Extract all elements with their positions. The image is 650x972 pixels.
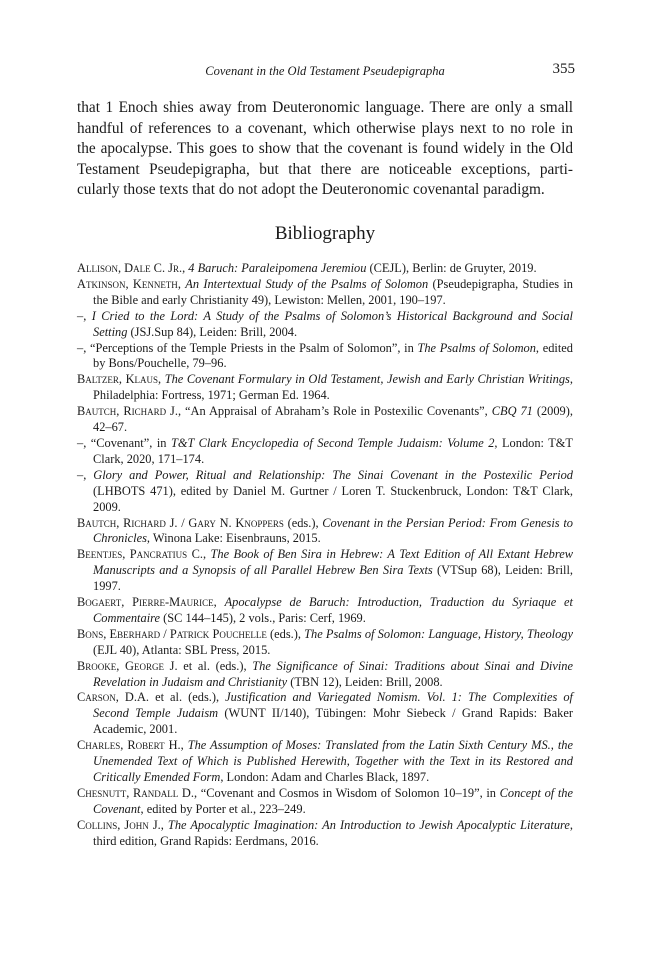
- bibliography-entry: [77, 436, 573, 468]
- entry-text: , “An Appraisal of Abraham’s Role in Postexilic Covenants”,: [177, 404, 492, 419]
- body-paragraph: [77, 98, 573, 201]
- entry-author: Allison, Dale C. Jr.: [77, 261, 183, 275]
- entry-author: Brooke, George J.: [77, 658, 178, 673]
- entry-text: (eds.),: [266, 626, 305, 641]
- entry-title: Concept of the Covenant: [93, 785, 573, 816]
- entry-title: CBQ 71: [491, 404, 533, 419]
- entry-title: The Covenant Formulary in Old Testament, Jewish and Early Christian Writings: [164, 372, 570, 387]
- entry-title: An Intertextual Study of the Psalms of Solomon: [185, 276, 429, 291]
- entry-text: /: [160, 626, 170, 641]
- entry-text: (CEJL), Berlin: de Gruyter, 2019.: [366, 261, 537, 275]
- bibliography-entry: [77, 595, 573, 627]
- bibliography-entry: [77, 738, 573, 786]
- entry-text: /: [177, 515, 189, 530]
- entry-author: Bautch, Richard J.: [77, 515, 178, 530]
- bibliography-entry: [77, 690, 573, 738]
- paragraph-line: Testament Pseudepigrapha, but that there are noticeable exceptions, parti-: [77, 160, 573, 178]
- page-number: 355: [552, 61, 575, 77]
- entry-title: Justification and Variegated Nomism. Vol. 1: The Complexities of Second Temple Judaism: [93, 690, 573, 721]
- entry-author: Beentjes, Pancratius C.: [77, 547, 203, 562]
- entry-author: Bautch, Richard J.: [77, 404, 178, 419]
- bibliography-list: [77, 261, 573, 850]
- entry-text: , third edition, Grand Rapids: Eerdmans, 2016.: [93, 817, 573, 848]
- bibliography-entry: [77, 261, 573, 277]
- entry-author: Bons, Eberhard: [77, 626, 161, 641]
- entry-text: (VTSup 68), Leiden: Brill, 1997.: [93, 563, 573, 594]
- paragraph-line: the apocalypse. This goes to show that the covenant is found widely in the Old: [77, 140, 573, 158]
- running-header: [75, 61, 575, 83]
- entry-text: (2009), 42–67.: [93, 404, 573, 435]
- entry-text: ,: [177, 276, 186, 291]
- entry-title: The Significance of Sinai: Traditions about Sinai and Divine Revelation in Judaism and Christianity: [93, 658, 573, 689]
- entry-author: Bogaert, Pierre-Maurice: [77, 595, 214, 610]
- entry-text: (LHBOTS 471), edited by Daniel M. Gurtner / Loren T. Stuckenbruck, London: T&T Clark, 2009.: [93, 483, 573, 514]
- entry-author: Chesnutt, Randall D.: [77, 785, 194, 800]
- entry-text: ,: [160, 817, 168, 832]
- entry-text: ,: [180, 738, 188, 753]
- entry-text: –, “Perceptions of the Temple Priests in the Psalm of Solomon”, in: [77, 340, 418, 355]
- entry-text: ,: [158, 372, 165, 387]
- entry-author: Baltzer, Klaus: [77, 372, 159, 387]
- entry-author: Charles, Robert H.: [77, 738, 181, 753]
- entry-author: Carson, D.A.: [77, 690, 150, 705]
- bibliography-entry: [77, 786, 573, 818]
- entry-title: The Psalms of Solomon: Language, History, Theology: [304, 626, 574, 641]
- entry-text: ,: [182, 261, 189, 275]
- entry-text: –,: [77, 308, 92, 323]
- entry-title: The Psalms of Solomon: [417, 340, 536, 355]
- bibliography-entry: [77, 309, 573, 341]
- bibliography-heading: Bibliography: [274, 223, 376, 244]
- bibliography-entry: [77, 516, 573, 548]
- entry-author: Gary N. Knoppers: [188, 515, 284, 530]
- entry-title: Apocalypse de Baruch: Introduction, Traduction du Syriaque et Commentaire: [93, 595, 573, 625]
- entry-text: ,: [202, 547, 211, 562]
- bibliography-entry: [77, 277, 573, 309]
- paragraph-line: handful of references to a covenant, which otherwise plays next to no role in: [77, 119, 573, 137]
- entry-text: (EJL 40), Atlanta: SBL Press, 2015.: [93, 642, 271, 657]
- entry-title: The Book of Ben Sira in Hebrew: A Text Edition of All Extant Hebrew Manuscripts and a Synopsis of all Parallel Hebrew Ben Sira Texts: [93, 547, 573, 578]
- bibliography-entry: [77, 341, 573, 373]
- entry-text: , London: T&T Clark, 2020, 171–174.: [93, 435, 574, 466]
- entry-text: (SC 144–145), 2 vols., Paris: Cerf, 1969.: [160, 610, 366, 625]
- entry-text: , London: Adam and Charles Black, 1897.: [220, 770, 430, 784]
- entry-text: Winona Lake: Eisenbrauns, 2015.: [150, 531, 321, 546]
- entry-title: 4 Baruch: Paraleipomena Jeremiou: [188, 261, 367, 275]
- entry-text: (eds.),: [283, 515, 323, 530]
- bibliography-entry: [77, 547, 573, 595]
- entry-title: The Apocalyptic Imagination: An Introduction to Jewish Apocalyptic Literature: [167, 817, 570, 832]
- bibliography-entry: [77, 372, 573, 404]
- entry-title: Glory and Power, Ritual and Relationship: The Sinai Covenant in the Postexilic Period: [93, 467, 573, 482]
- entry-title: I Cried to the Lord: A Study of the Psalms of Solomon’s Historical Background and Social Setting: [91, 308, 573, 339]
- entry-text: –, “Covenant”, in: [77, 435, 171, 450]
- entry-text: , “Covenant and Cosmos in Wisdom of Solomon 10–19”, in: [193, 785, 500, 800]
- entry-text: (JSJ.Sup 84), Leiden: Brill, 2004.: [127, 324, 298, 339]
- entry-text: –,: [77, 467, 94, 482]
- entry-title: T&T Clark Encyclopedia of Second Temple Judaism: Volume 2: [170, 435, 495, 450]
- entry-text: et al. (eds.),: [149, 690, 226, 705]
- entry-text: (WUNT II/140), Tübingen: Mohr Siebeck / Grand Rapids: Baker Academic, 2001.: [93, 706, 573, 737]
- bibliography-entry: [77, 468, 573, 516]
- entry-text: , Philadelphia: Fortress, 1971; German Ed. 1964.: [93, 372, 573, 403]
- paragraph-line: that 1 Enoch shies away from Deuteronomic language. There are only a small: [77, 99, 573, 116]
- entry-title: The Assumption of Moses: Translated from the Latin Sixth Century MS., the Unemended Text of Which is Published Herewith, Together with the Text in its Restored and Critically Emended Form: [93, 738, 573, 784]
- running-title: Covenant in the Old Testament Pseudepigrapha: [205, 64, 445, 78]
- entry-title: Covenant in the Persian Period: From Genesis to Chronicles,: [93, 515, 573, 546]
- entry-text: (TBN 12), Leiden: Brill, 2008.: [287, 674, 443, 689]
- entry-text: , edited by Porter et al., 223–249.: [140, 801, 306, 816]
- entry-author: Atkinson, Kenneth: [77, 276, 178, 291]
- bibliography-entry: [77, 818, 573, 850]
- bibliography-entry: [77, 404, 573, 436]
- bibliography-entry: [77, 627, 573, 659]
- entry-author: Patrick Pouchelle: [169, 626, 267, 641]
- bibliography-entry: [77, 659, 573, 691]
- entry-text: , edited by Bons/Pouchelle, 79–96.: [93, 340, 573, 371]
- entry-text: (Pseudepigrapha, Studies in the Bible and early Christianity 49), Lewiston: Mellen, 2001, 190–197.: [93, 276, 573, 307]
- paragraph-line: cularly those texts that do not adopt the Deuteronomic covenantal paradigm.: [77, 181, 545, 199]
- entry-text: et al. (eds.),: [177, 658, 253, 673]
- entry-author: Collins, John J.: [77, 817, 161, 832]
- entry-text: ,: [213, 595, 225, 610]
